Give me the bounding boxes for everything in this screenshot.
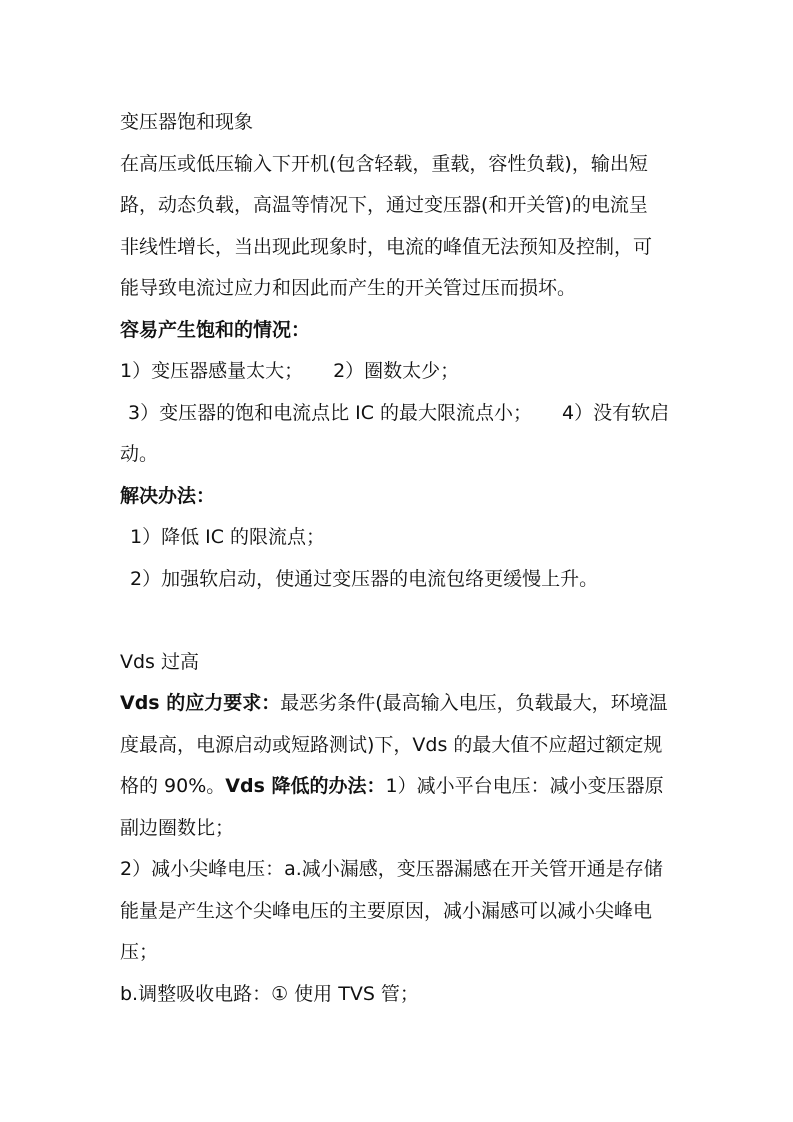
- paragraph-line: 路，动态负载，高温等情况下，通过变压器(和开关管)的电流呈: [120, 194, 648, 216]
- paragraph-line: 能导致电流过应力和因此而产生的开关管过压而损坏。: [120, 277, 577, 299]
- paragraph-line: 度最高，电源启动或短路测试)下，Vds 的最大值不应超过额定规: [120, 733, 663, 756]
- solutions-heading: 解决办法：: [120, 484, 216, 507]
- section-title-vds-too-high: Vds 过高: [120, 650, 199, 673]
- paragraph-line: 在高压或低压输入下开机(包含轻载，重载，容性负载)，输出短: [120, 152, 648, 175]
- requirement-text: 格的 90%。: [120, 775, 226, 797]
- paragraph-line: 能量是产生这个尖峰电压的主要原因，减小漏感可以减小尖峰电: [120, 899, 653, 922]
- cause-item: 4）没有软启: [562, 401, 670, 424]
- causes-line: [120, 393, 678, 435]
- solution-item: 2）加强软启动，使通过变压器的电流包络更缓慢上升。: [130, 567, 599, 590]
- cause-item: 3）变压器的饱和电流点比 IC 的最大限流点小；: [128, 401, 533, 424]
- reduce-label: Vds 降低的办法：: [225, 775, 386, 797]
- reduce-text: 1）减小平台电压：减小变压器原: [385, 775, 664, 797]
- causes-line: [120, 351, 678, 393]
- causes-heading: 容易产生饱和的情况：: [120, 318, 311, 341]
- paragraph-line: 2）减小尖峰电压：a.减小漏感，变压器漏感在开关管开通是存储: [120, 858, 663, 880]
- section-title-transformer-saturation: 变压器饱和现象: [120, 111, 254, 133]
- cause-item: 2）圈数太少；: [333, 360, 460, 382]
- requirement-text: 最恶劣条件(最高输入电压，负载最大，环境温: [280, 692, 668, 714]
- paragraph-line: 非线性增长，当出现此现象时，电流的峰值无法预知及控制，可: [120, 235, 653, 258]
- document-page: [120, 102, 678, 1015]
- paragraph-line: 压；: [120, 941, 159, 963]
- paragraph-line: b.调整吸收电路：① 使用 TVS 管；: [120, 982, 419, 1005]
- paragraph-line: [120, 683, 678, 725]
- paragraph-line: [120, 766, 678, 808]
- solution-item: 1）降低 IC 的限流点；: [130, 526, 326, 548]
- paragraph-spacer: [120, 600, 678, 642]
- paragraph-line: 副边圈数比；: [120, 816, 235, 839]
- cause-item: 1）变压器感量太大；: [120, 360, 304, 382]
- causes-line: 动。: [120, 443, 159, 465]
- requirement-label: Vds 的应力要求：: [120, 692, 281, 714]
